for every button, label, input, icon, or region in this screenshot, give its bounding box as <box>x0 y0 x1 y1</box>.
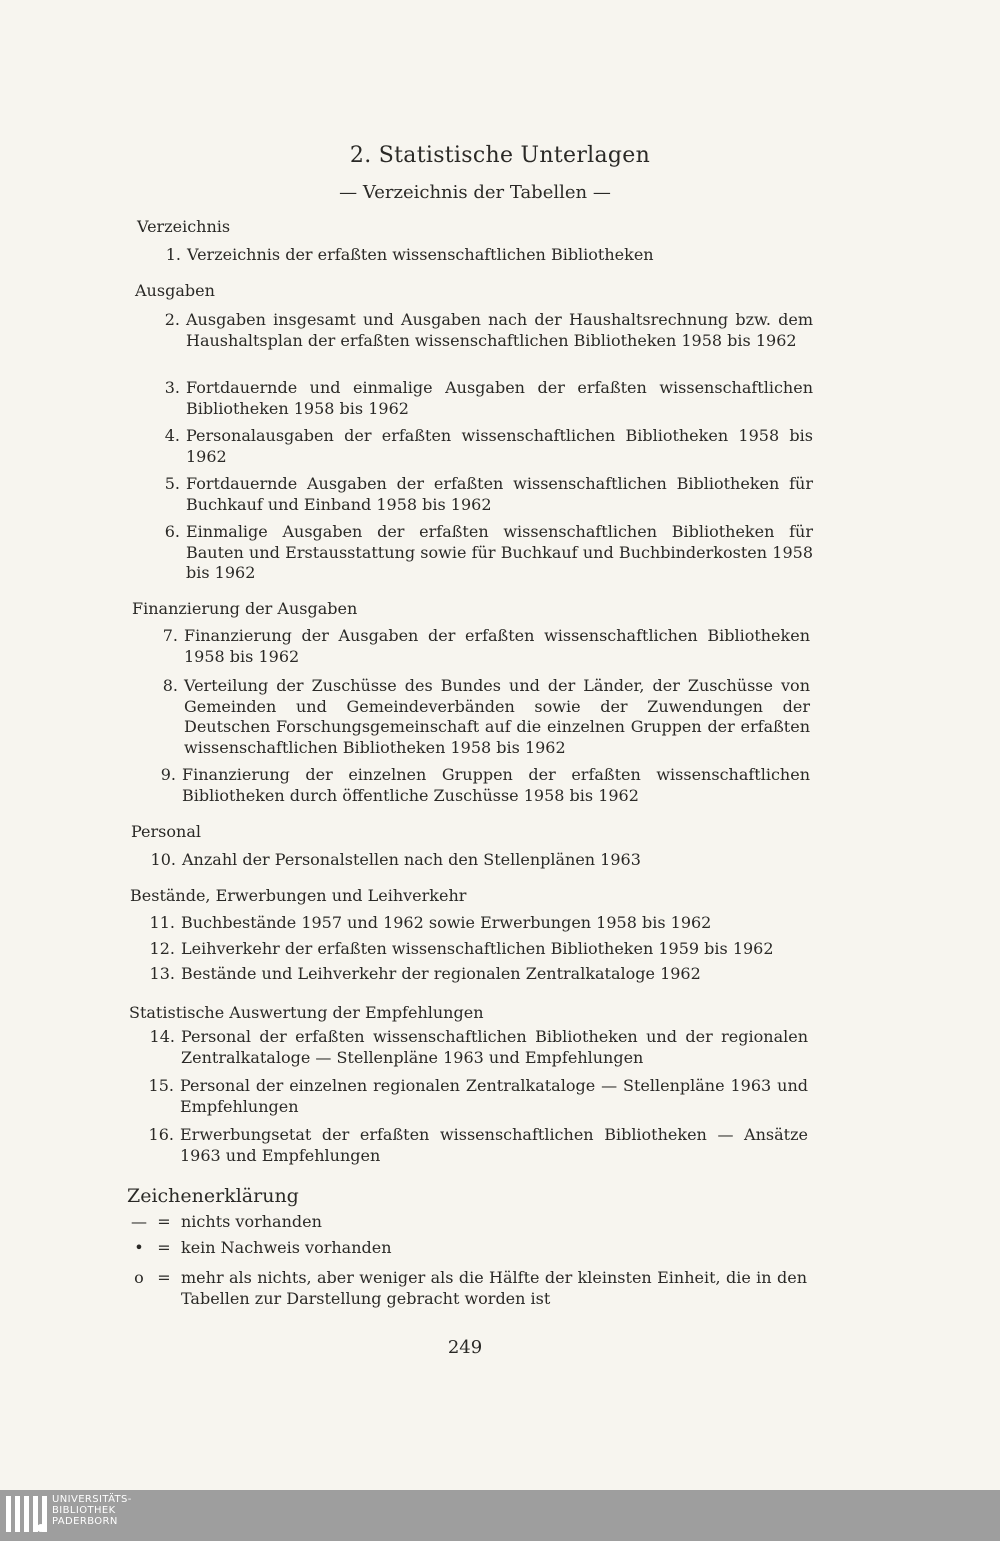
item-number: 12. <box>149 939 175 958</box>
legend-definition: nichts vorhanden <box>181 1212 322 1231</box>
page-subtitle: — Verzeichnis der Tabellen — <box>339 182 611 203</box>
list-item <box>164 474 813 515</box>
legend-symbol: — <box>131 1212 147 1231</box>
list-item <box>164 378 813 419</box>
list-item <box>150 850 810 871</box>
item-number: 16. <box>148 1125 174 1144</box>
item-number: 7. <box>162 626 178 645</box>
item-number: 5. <box>164 474 180 493</box>
section-heading-auswertung: Statistische Auswertung der Empfehlungen <box>129 1003 484 1022</box>
legend-equals: = <box>157 1238 171 1257</box>
item-text: Anzahl der Personalstellen nach den Stellenplänen 1963 <box>182 850 641 869</box>
list-item <box>149 964 810 985</box>
item-text: Finanzierung der einzelnen Gruppen der erfaßten wissenschaftlichen Bibliotheken durch öffentliche Zuschüsse 1958 bis 1962 <box>182 765 810 805</box>
list-item <box>148 1125 808 1166</box>
item-text: Personal der erfaßten wissenschaftlichen Bibliotheken und der regionalen Zentralkataloge — Stellenpläne 1963 und Empfehlungen <box>181 1027 808 1067</box>
list-item <box>165 245 827 266</box>
item-number: 3. <box>164 378 180 397</box>
list-item <box>162 676 810 758</box>
item-text: Erwerbungsetat der erfaßten wissenschaftlichen Bibliotheken — Ansätze 1963 und Empfehlungen <box>180 1125 808 1165</box>
item-text: Verzeichnis der erfaßten wissenschaftlichen Bibliotheken <box>187 245 654 264</box>
library-footer-bar <box>0 1490 1000 1541</box>
item-number: 9. <box>160 765 176 784</box>
list-item <box>164 426 813 467</box>
item-number: 10. <box>150 850 176 869</box>
list-item <box>149 939 810 960</box>
legend-equals: = <box>157 1212 171 1231</box>
item-text: Bestände und Leihverkehr der regionalen Zentralkataloge 1962 <box>181 964 701 983</box>
library-logo-dot-icon <box>37 1524 45 1532</box>
list-item <box>148 1076 808 1117</box>
logo-line-1: UNIVERSITÄTS- <box>52 1494 132 1505</box>
section-heading-verzeichnis: Verzeichnis <box>137 217 231 236</box>
item-number: 8. <box>162 676 178 695</box>
list-item <box>149 1027 808 1068</box>
item-text: Personalausgaben der erfaßten wissenschaftlichen Bibliotheken 1958 bis 1962 <box>186 426 813 466</box>
item-text: Fortdauernde und einmalige Ausgaben der erfaßten wissenschaftlichen Bibliotheken 1958 bis 1962 <box>186 378 813 418</box>
section-heading-finanzierung: Finanzierung der Ausgaben <box>132 599 358 618</box>
library-logo-text <box>52 1494 132 1527</box>
list-item <box>164 310 813 351</box>
item-number: 4. <box>164 426 180 445</box>
legend-definition: mehr als nichts, aber weniger als die Hälfte der kleinsten Einheit, die in den Tabellen zur Darstellung gebracht worden ist <box>181 1268 807 1308</box>
item-number: 13. <box>149 964 175 983</box>
legend-definition: kein Nachweis vorhanden <box>181 1238 392 1257</box>
item-number: 2. <box>164 310 180 329</box>
item-text: Buchbestände 1957 und 1962 sowie Erwerbungen 1958 bis 1962 <box>181 913 712 932</box>
item-number: 15. <box>148 1076 174 1095</box>
list-item <box>160 765 810 806</box>
item-number: 1. <box>165 245 181 264</box>
logo-line-3: PADERBORN <box>52 1516 118 1527</box>
legend-equals: = <box>157 1268 171 1287</box>
item-number: 14. <box>149 1027 175 1046</box>
item-text: Einmalige Ausgaben der erfaßten wissenschaftlichen Bibliotheken für Bauten und Erstausstattung sowie für Buchkauf und Buchbinderkosten 1958 bis 1962 <box>186 522 813 582</box>
page-title: 2. Statistische Unterlagen <box>349 143 651 168</box>
legend-symbol: • <box>134 1238 144 1257</box>
item-text: Finanzierung der Ausgaben der erfaßten wissenschaftlichen Bibliotheken 1958 bis 1962 <box>184 626 810 666</box>
item-text: Verteilung der Zuschüsse des Bundes und der Länder, der Zuschüsse von Gemeinden und Gemeindeverbänden sowie der Zuwendungen der Deutschen Forschungsgemeinschaft auf die einzelnen Gruppen der erfaßten wissenschaftlichen Bibliotheken 1958 bis 1962 <box>184 676 810 757</box>
item-text: Fortdauernde Ausgaben der erfaßten wissenschaftlichen Bibliotheken für Buchkauf und Einband 1958 bis 1962 <box>186 474 813 514</box>
section-heading-bestaende: Bestände, Erwerbungen und Leihverkehr <box>130 886 467 905</box>
section-heading-ausgaben: Ausgaben <box>135 281 215 300</box>
item-text: Personal der einzelnen regionalen Zentralkataloge — Stellenpläne 1963 und Empfehlungen <box>180 1076 808 1116</box>
list-item <box>164 522 813 584</box>
item-number: 11. <box>149 913 175 932</box>
item-text: Ausgaben insgesamt und Ausgaben nach der Haushaltsrechnung bzw. dem Haushaltsplan der erfaßten wissenschaftlichen Bibliotheken 1958 bis 1962 <box>186 310 813 350</box>
legend-title: Zeichenerklärung <box>127 1185 299 1207</box>
section-heading-personal: Personal <box>131 822 201 841</box>
item-text: Leihverkehr der erfaßten wissenschaftlichen Bibliotheken 1959 bis 1962 <box>181 939 774 958</box>
list-item <box>162 626 810 667</box>
list-item <box>149 913 810 934</box>
logo-line-2: BIBLIOTHEK <box>52 1505 116 1516</box>
item-number: 6. <box>164 522 180 541</box>
legend-symbol: o <box>134 1268 144 1287</box>
page-number: 249 <box>447 1337 483 1358</box>
